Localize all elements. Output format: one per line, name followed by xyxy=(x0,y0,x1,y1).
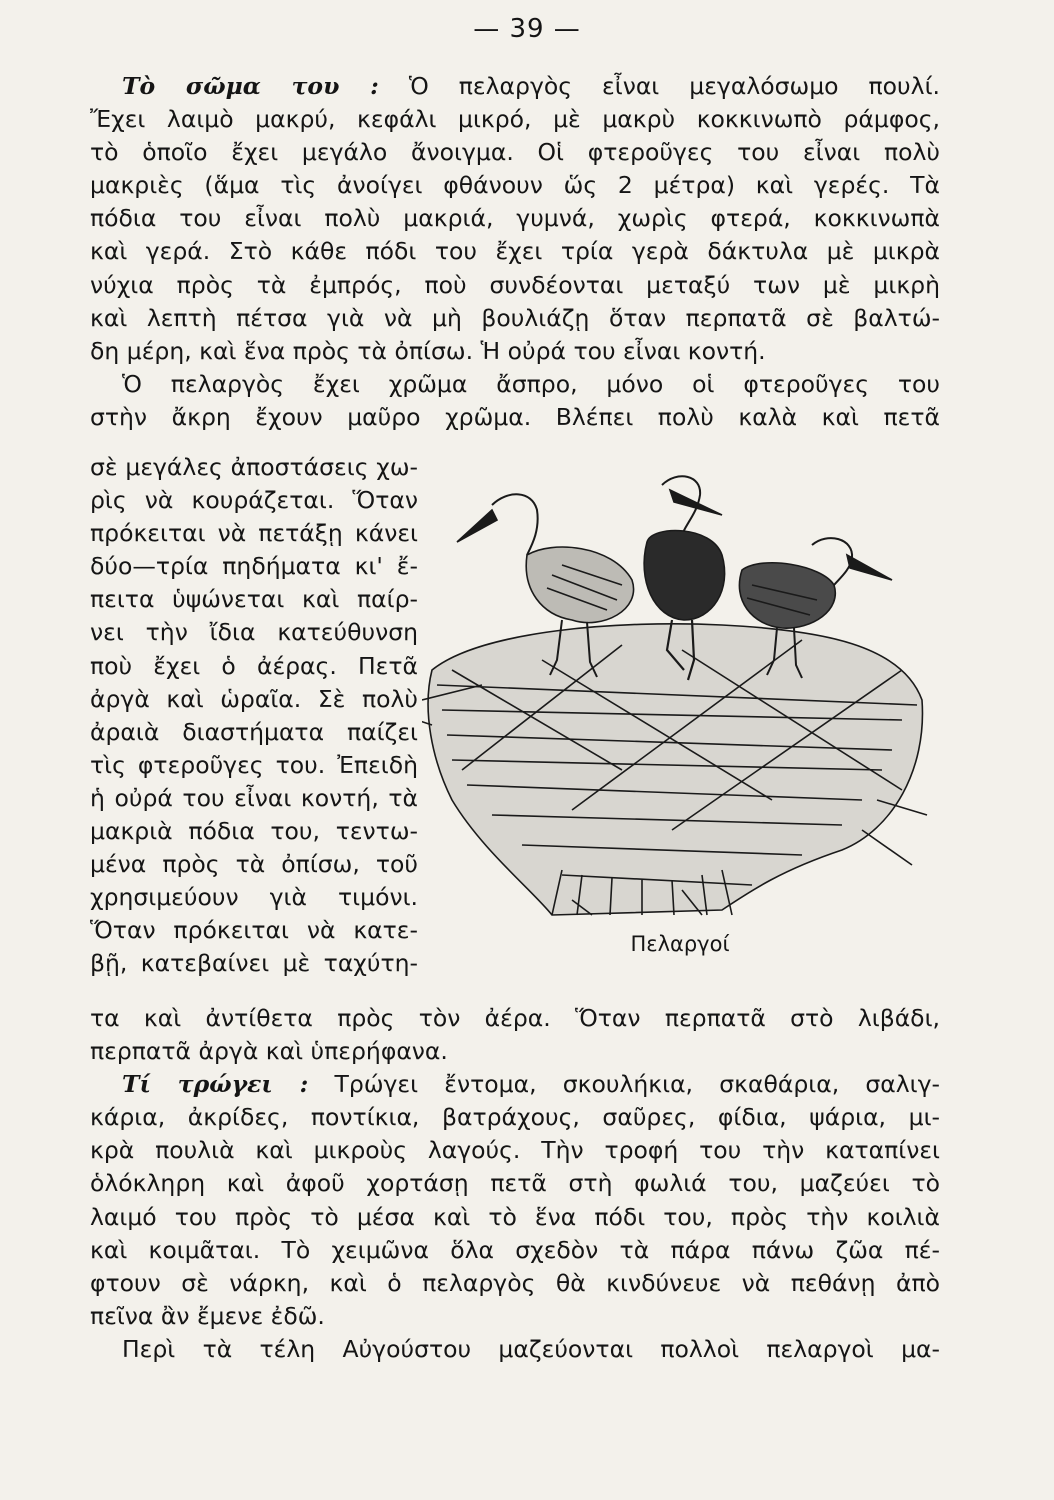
text-line: ρὶς νὰ κουράζεται. Ὅταν xyxy=(90,486,418,515)
text-line: πρόκειται νὰ πετάξῃ κάνει xyxy=(90,519,418,548)
text-line: ἀραιὰ διαστήματα παίζει xyxy=(90,717,418,746)
text-line: σὲ μεγάλες ἀποστάσεις χω- xyxy=(90,453,418,481)
text-line: καὶ λεπτὴ πέτσα γιὰ νὰ μὴ βουλιάζῃ ὅταν περπατᾶ σὲ βαλτώ- xyxy=(90,303,940,332)
text-line: μένα πρὸς τὰ ὀπίσω, τοῦ xyxy=(90,850,418,879)
text-line: ἀργὰ καὶ ὡραῖα. Σὲ πολὺ xyxy=(90,684,418,713)
page-number: — 39 — xyxy=(473,14,581,44)
text-line: πεῖνα ἂν ἔμενε ἐδῶ. xyxy=(90,1301,325,1330)
text-line: λαιμό του πρὸς τὸ μέσα καὶ τὸ ἕνα πόδι του, πρὸς τὴν κοιλιὰ xyxy=(90,1202,940,1231)
figure-caption: Πελαργοί xyxy=(630,932,730,956)
text-line: τὸ ὁποῖο ἔχει μεγάλο ἄνοιγμα. Οἱ φτεροῦγες του εἶναι πολὺ xyxy=(90,138,940,167)
text-line: τα καὶ ἀντίθετα πρὸς τὸν ἀέρα. Ὅταν περπατᾶ στὸ λιβάδι, xyxy=(90,1004,940,1032)
section-body-bottom xyxy=(90,1002,940,1366)
text-line: κρὰ πουλιὰ καὶ μικροὺς λαγούς. Τὴν τροφή του τὴν καταπίνει xyxy=(90,1136,940,1165)
text-line xyxy=(90,1068,940,1101)
text-line: Περὶ τὰ τέλη Αὐγούστου μαζεύονται πολλοὶ πελαργοὶ μα- xyxy=(122,1334,940,1363)
text-line: πόδια του εἶναι πολὺ μακριά, γυμνά, χωρὶς φτερά, κοκκινωπὰ xyxy=(90,204,940,233)
text-line: δύο—τρία πηδήματα κι' ἔ- xyxy=(90,552,418,581)
text-line xyxy=(90,70,940,103)
storks-figure xyxy=(422,470,932,920)
text-line: κάρια, ἀκρίδες, ποντίκια, βατράχους, σαῦρες, φίδια, ψάρια, μι- xyxy=(90,1103,940,1132)
text-line: στὴν ἄκρη ἔχουν μαῦρο χρῶμα. Βλέπει πολὺ καλὰ καὶ πετᾶ xyxy=(90,402,940,431)
text-line: ἡ οὐρά του εἶναι κοντή, τὰ xyxy=(90,783,418,812)
section-body-top xyxy=(90,70,940,434)
storks-on-nest-icon xyxy=(422,470,932,920)
text-line: μακριὰ πόδια του, τεντω- xyxy=(90,817,418,846)
text-line: φτουν σὲ νάρκη, καὶ ὁ πελαργὸς θὰ κινδύνευε νὰ πεθάνῃ ἀπὸ xyxy=(90,1268,940,1297)
text-line: νύχια πρὸς τὰ ἐμπρός, ποὺ συνδέονται μεταξύ των μὲ μικρὴ xyxy=(90,270,940,299)
text-line: Ὁ πελαργὸς ἔχει χρῶμα ἄσπρο, μόνο οἱ φτεροῦγες του xyxy=(122,369,940,398)
text-line: νει τὴν ἴδια κατεύθυνση xyxy=(90,618,418,647)
section-heading-body: Τὸ σῶμα του : xyxy=(122,72,379,100)
text-line: Ὅταν πρόκειται νὰ κατε- xyxy=(90,916,418,945)
text-line: καὶ κοιμᾶται. Τὸ χειμῶνα ὅλα σχεδὸν τὰ πάρα πάνω ζῶα πέ- xyxy=(90,1235,940,1264)
text-line: χρησιμεύουν γιὰ τιμόνι. xyxy=(90,883,418,912)
text-line-content: Ὁ πελαργὸς εἶναι μεγαλόσωμο πουλί. xyxy=(378,72,940,100)
text-line: ὁλόκληρη καὶ ἀφοῦ χορτάσῃ πετᾶ στὴ φωλιά του, μαζεύει τὸ xyxy=(90,1169,940,1198)
text-line: περπατᾶ ἀργὰ καὶ ὑπερήφανα. xyxy=(90,1037,448,1066)
text-line-content: Τρώγει ἔντομα, σκουλήκια, σκαθάρια, σαλιγ- xyxy=(308,1070,940,1099)
text-line: πειτα ὑψώνεται καὶ παίρ- xyxy=(90,585,418,614)
section-body-left-column xyxy=(90,451,418,981)
text-line: μακριὲς (ἅμα τὶς ἀνοίγει φθάνουν ὥς 2 μέτρα) καὶ γερές. Τὰ xyxy=(90,171,940,200)
section-heading-food: Τί τρώγει : xyxy=(122,1070,309,1099)
text-line: Ἔχει λαιμὸ μακρύ, κεφάλι μικρό, μὲ μακρὺ κοκκινωπὸ ράμφος, xyxy=(90,105,940,134)
text-line: βῇ, κατεβαίνει μὲ ταχύτη- xyxy=(90,949,418,978)
text-line: καὶ γερά. Στὸ κάθε πόδι του ἔχει τρία γερὰ δάκτυλα μὲ μικρὰ xyxy=(90,237,940,266)
text-line: τὶς φτεροῦγες του. Ἐπειδὴ xyxy=(90,750,418,779)
text-line: ποὺ ἔχει ὁ ἀέρας. Πετᾶ xyxy=(90,651,418,680)
text-line: δη μέρη, καὶ ἕνα πρὸς τὰ ὀπίσω. Ἡ οὐρά του εἶναι κοντή. xyxy=(90,336,766,365)
